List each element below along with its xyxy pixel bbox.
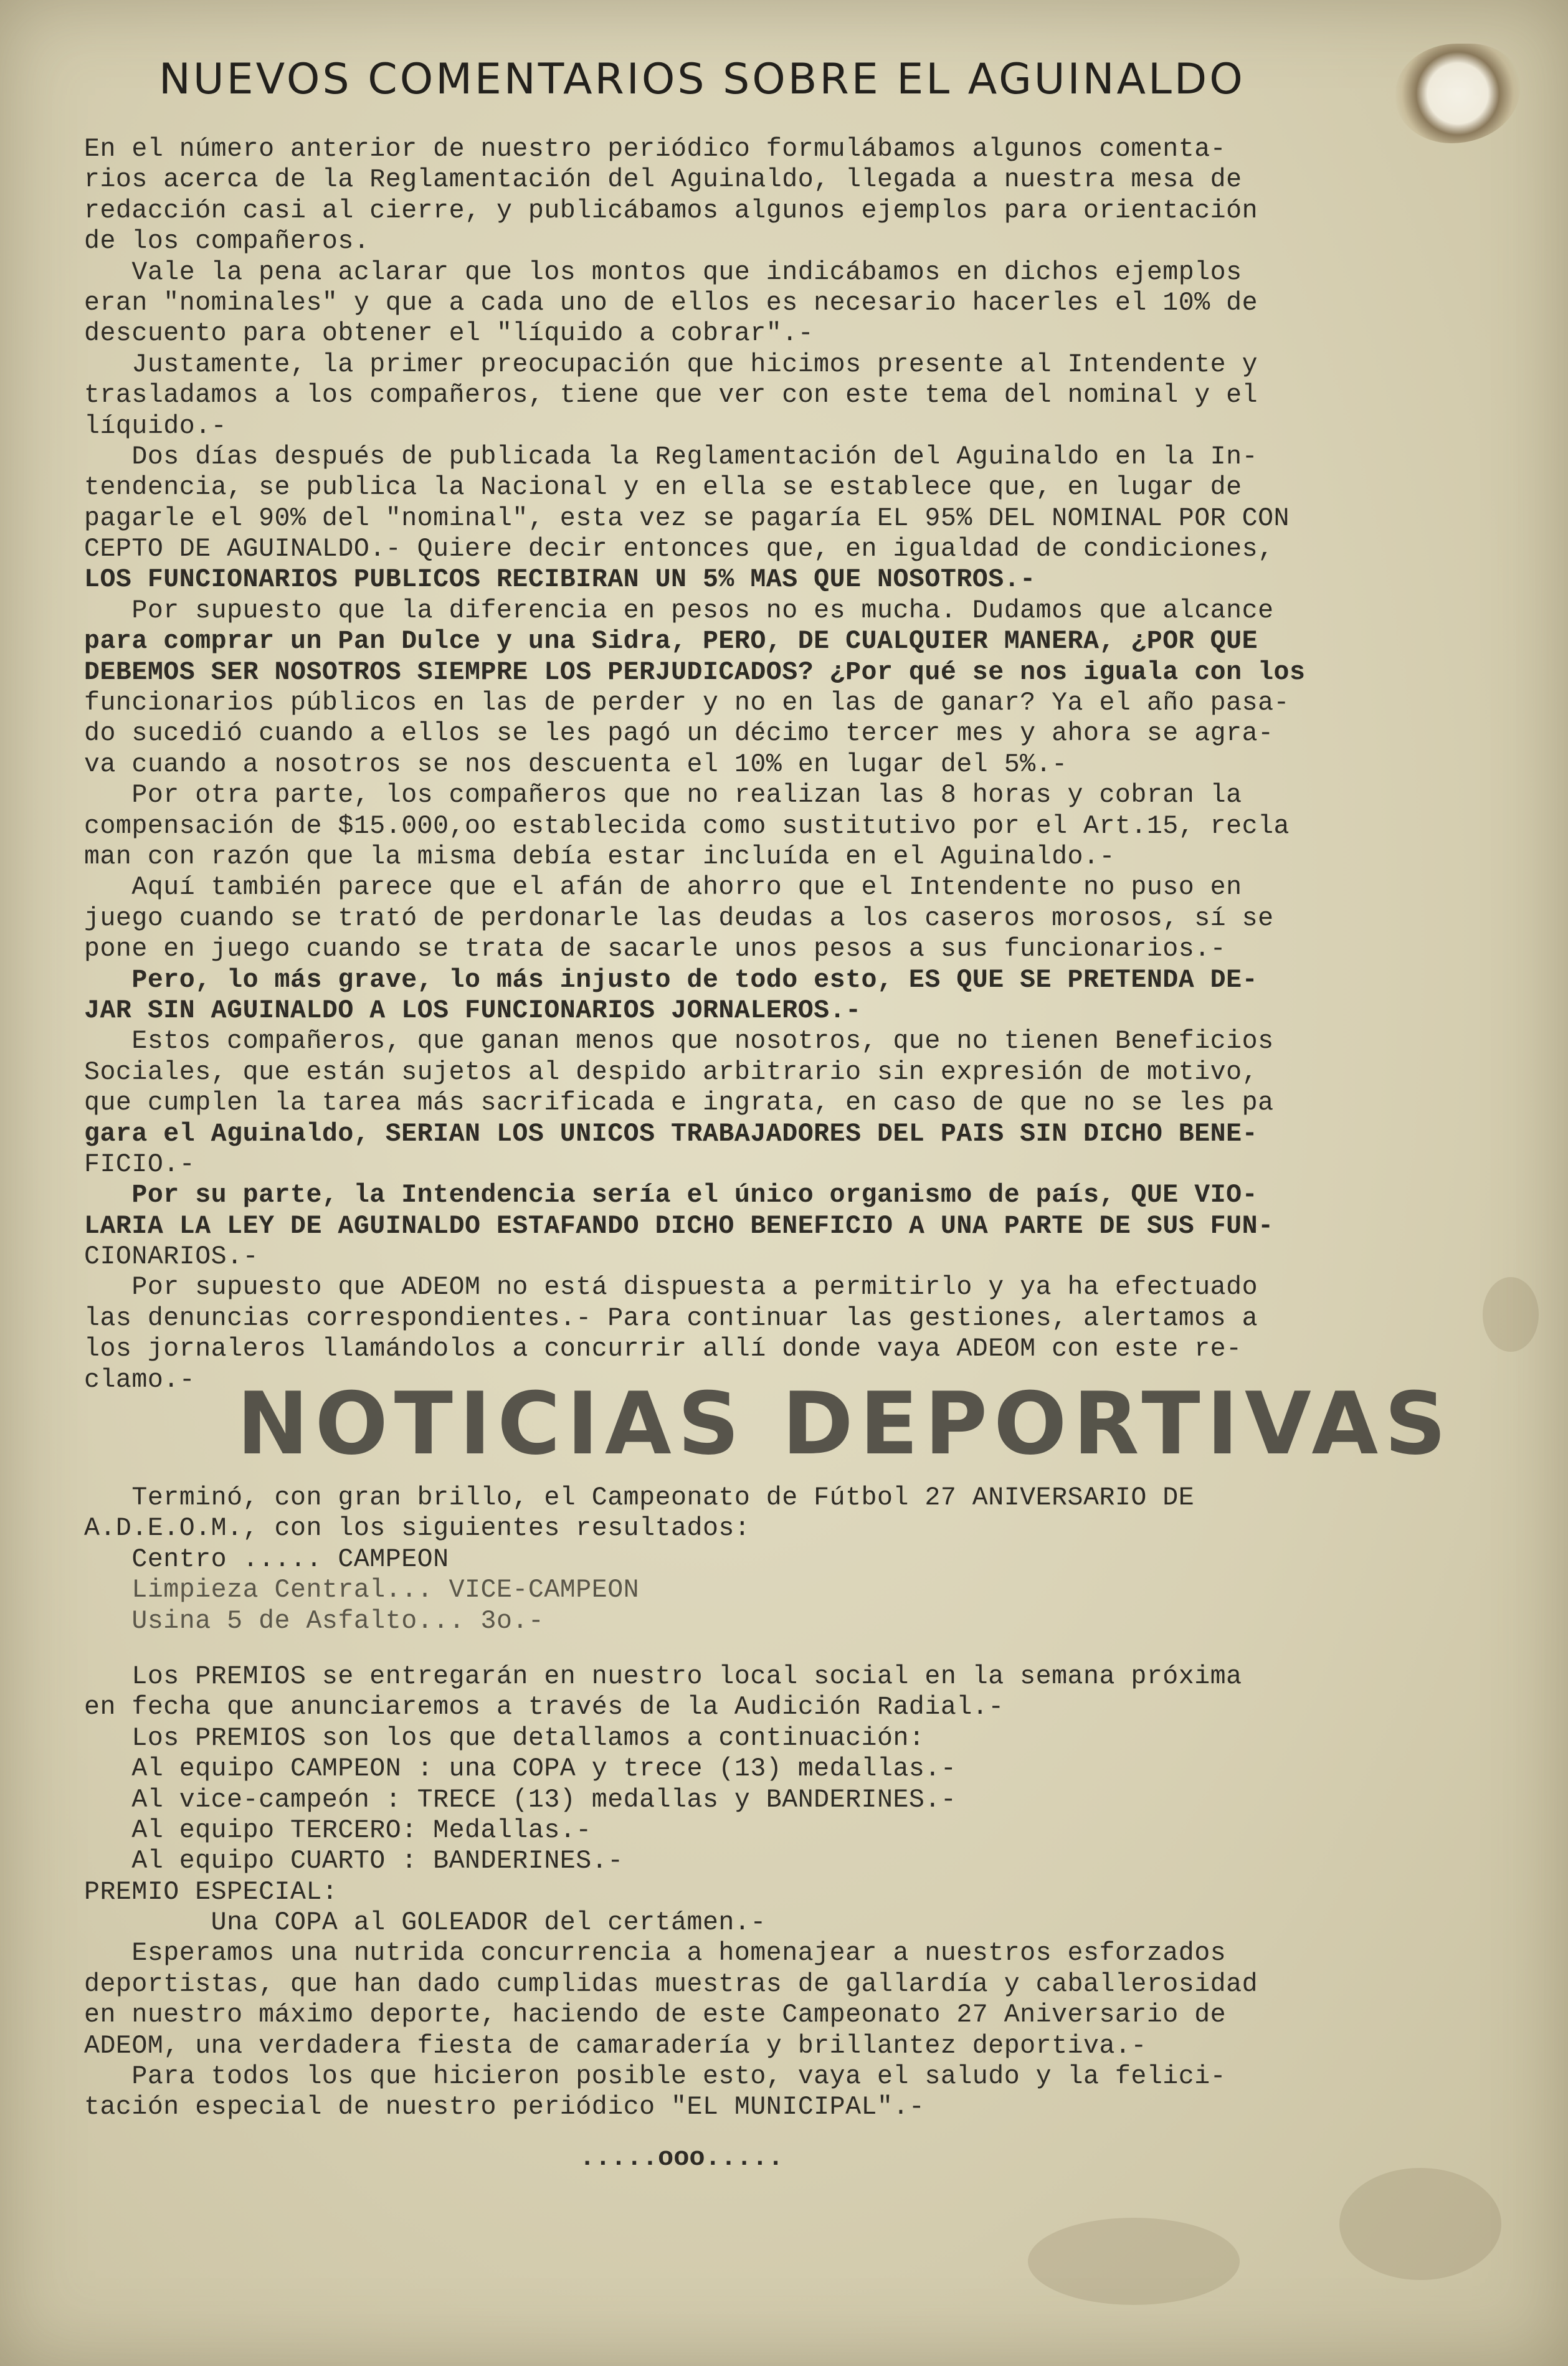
article-line: pagarle el 90% del "nominal", esta vez se pagaría EL 95% DEL NOMINAL POR CON: [84, 503, 1290, 533]
sports-intro-line: A.D.E.O.M., con los siguientes resultados:: [84, 1514, 751, 1544]
article-line: Justamente, la primer preocupación que hicimos presente al Intendente y: [84, 349, 1258, 379]
article-line: pone en juego cuando se trata de sacarle unos pesos a sus funcionarios.-: [84, 934, 1227, 964]
article-line: CIONARIOS.-: [84, 1242, 259, 1272]
article-line: Estos compañeros, que ganan menos que nosotros, que no tienen Beneficios: [84, 1027, 1274, 1057]
article-line: para comprar un Pan Dulce y una Sidra, PERO, DE CUALQUIER MANERA, ¿POR QUE: [84, 627, 1258, 657]
article-line: clamo.-: [84, 1365, 196, 1395]
article-line: las denuncias correspondientes.- Para continuar las gestiones, alertamos a: [84, 1303, 1258, 1333]
article-line: redacción casi al cierre, y publicábamos algunos ejemplos para orientación: [84, 196, 1258, 226]
article-line: trasladamos a los compañeros, tiene que ver con este tema del nominal y el: [84, 381, 1258, 411]
article-body: [84, 134, 1448, 1395]
result-line: Centro ..... CAMPEON: [84, 1544, 449, 1574]
prize-line: Al equipo TERCERO: Medallas.-: [84, 1815, 592, 1845]
prize-line: Al equipo CUARTO : BANDERINES.-: [84, 1846, 624, 1876]
article-line: Por supuesto que la diferencia en pesos no es mucha. Dudamos que alcance: [84, 596, 1274, 625]
article-line: compensación de $15.000,oo establecida como sustitutivo por el Art.15, recla: [84, 811, 1290, 841]
prize-line: Los PREMIOS son los que detallamos a continuación:: [84, 1723, 925, 1753]
article-line: juego cuando se trató de perdonarle las deudas a los caseros morosos, sí se: [84, 903, 1274, 933]
spacer: [84, 1637, 1448, 1661]
burn-mark: [1395, 44, 1520, 143]
article-line: líquido.-: [84, 411, 227, 441]
article-line: Pero, lo más grave, lo más injusto de todo esto, ES QUE SE PRETENDA DE-: [84, 965, 1258, 995]
article-line: funcionarios públicos en las de perder y no en las de ganar? Ya el año pasa-: [84, 688, 1290, 718]
article-line: JAR SIN AGUINALDO A LOS FUNCIONARIOS JORNALEROS.-: [84, 995, 862, 1025]
article-line: Por otra parte, los compañeros que no realizan las 8 horas y cobran la: [84, 781, 1242, 810]
prize-line: tación especial de nuestro periódico "EL MUNICIPAL".-: [84, 2093, 925, 2122]
article-line: Por su parte, la Intendencia sería el único organismo de país, QUE VIO-: [84, 1181, 1258, 1210]
prize-line: en fecha que anunciaremos a través de la Audición Radial.-: [84, 1693, 1004, 1722]
article-line: Sociales, que están sujetos al despido arbitrario sin expresión de motivo,: [84, 1057, 1258, 1087]
paper-stain: [1028, 2218, 1240, 2305]
result-line: Limpieza Central... VICE-CAMPEON: [84, 1575, 640, 1605]
article-line: Aquí también parece que el afán de ahorro que el Intendente no puso en: [84, 873, 1242, 903]
article-line: Dos días después de publicada la Reglamentación del Aguinaldo en la In-: [84, 442, 1258, 472]
article-line: los jornaleros llamándolos a concurrir allí donde vaya ADEOM con este re-: [84, 1334, 1242, 1364]
closing-divider: .....ooo.....: [579, 2143, 784, 2173]
article-line: que cumplen la tarea más sacrificada e ingrata, en caso de que no se les pa: [84, 1088, 1274, 1118]
article-line: eran "nominales" y que a cada uno de ellos es necesario hacerles el 10% de: [84, 288, 1258, 318]
article-line: va cuando a nosotros se nos descuenta el 10% en lugar del 5%.-: [84, 749, 1068, 779]
sports-heading: NOTICIAS DEPORTIVAS: [237, 1374, 1453, 1474]
article-line: de los compañeros.: [84, 227, 370, 257]
article-line: gara el Aguinaldo, SERIAN LOS UNICOS TRABAJADORES DEL PAIS SIN DICHO BENE-: [84, 1119, 1258, 1149]
result-line: Usina 5 de Asfalto... 3o.-: [84, 1606, 544, 1636]
article-line: do sucedió cuando a ellos se les pagó un décimo tercer mes y ahora se agra-: [84, 719, 1274, 749]
prize-line: Para todos los que hicieron posible esto, vaya el saludo y la felici-: [84, 2062, 1227, 2092]
article-title: NUEVOS COMENTARIOS SOBRE EL AGUINALDO: [159, 55, 1245, 104]
article-line: man con razón que la misma debía estar incluída en el Aguinaldo.-: [84, 842, 1115, 872]
article-line: DEBEMOS SER NOSOTROS SIEMPRE LOS PERJUDICADOS? ¿Por qué se nos iguala con los: [84, 657, 1306, 687]
paper-stain: [1483, 1277, 1539, 1352]
sports-section: [84, 1483, 1448, 2123]
article-line: En el número anterior de nuestro periódico formulábamos algunos comenta-: [84, 135, 1227, 164]
article-line: LARIA LA LEY DE AGUINALDO ESTAFANDO DICHO BENEFICIO A UNA PARTE DE SUS FUN-: [84, 1211, 1274, 1241]
sports-intro-line: Terminó, con gran brillo, el Campeonato de Fútbol 27 ANIVERSARIO DE: [84, 1483, 1195, 1513]
article-line: Por supuesto que ADEOM no está dispuesta a permitirlo y ya ha efectuado: [84, 1273, 1258, 1303]
article-line: tendencia, se publica la Nacional y en ella se establece que, en lugar de: [84, 473, 1242, 503]
prize-line: ADEOM, una verdadera fiesta de camaradería y brillantez deportiva.-: [84, 2031, 1147, 2061]
prize-line: en nuestro máximo deporte, haciendo de este Campeonato 27 Aniversario de: [84, 2000, 1227, 2030]
prize-line: PREMIO ESPECIAL:: [84, 1877, 338, 1907]
prize-line: Al equipo CAMPEON : una COPA y trece (13) medallas.-: [84, 1754, 957, 1784]
prize-line: Esperamos una nutrida concurrencia a homenajear a nuestros esforzados: [84, 1939, 1227, 1969]
prize-line: Al vice-campeón : TRECE (13) medallas y BANDERINES.-: [84, 1785, 957, 1815]
article-line: FICIO.-: [84, 1149, 196, 1179]
article-line: rios acerca de la Reglamentación del Aguinaldo, llegada a nuestra mesa de: [84, 165, 1242, 195]
article-line: Vale la pena aclarar que los montos que indicábamos en dichos ejemplos: [84, 257, 1242, 287]
article-line: LOS FUNCIONARIOS PUBLICOS RECIBIRAN UN 5% MAS QUE NOSOTROS.-: [84, 565, 1036, 595]
prize-line: Una COPA al GOLEADOR del certámen.-: [84, 1908, 766, 1938]
article-line: CEPTO DE AGUINALDO.- Quiere decir entonces que, en igualdad de condiciones,: [84, 534, 1274, 564]
prize-line: deportistas, que han dado cumplidas muestras de gallardía y caballerosidad: [84, 1969, 1258, 1999]
prize-line: Los PREMIOS se entregarán en nuestro local social en la semana próxima: [84, 1661, 1242, 1691]
article-line: descuento para obtener el "líquido a cobrar".-: [84, 319, 814, 349]
paper-stain: [1339, 2168, 1501, 2280]
